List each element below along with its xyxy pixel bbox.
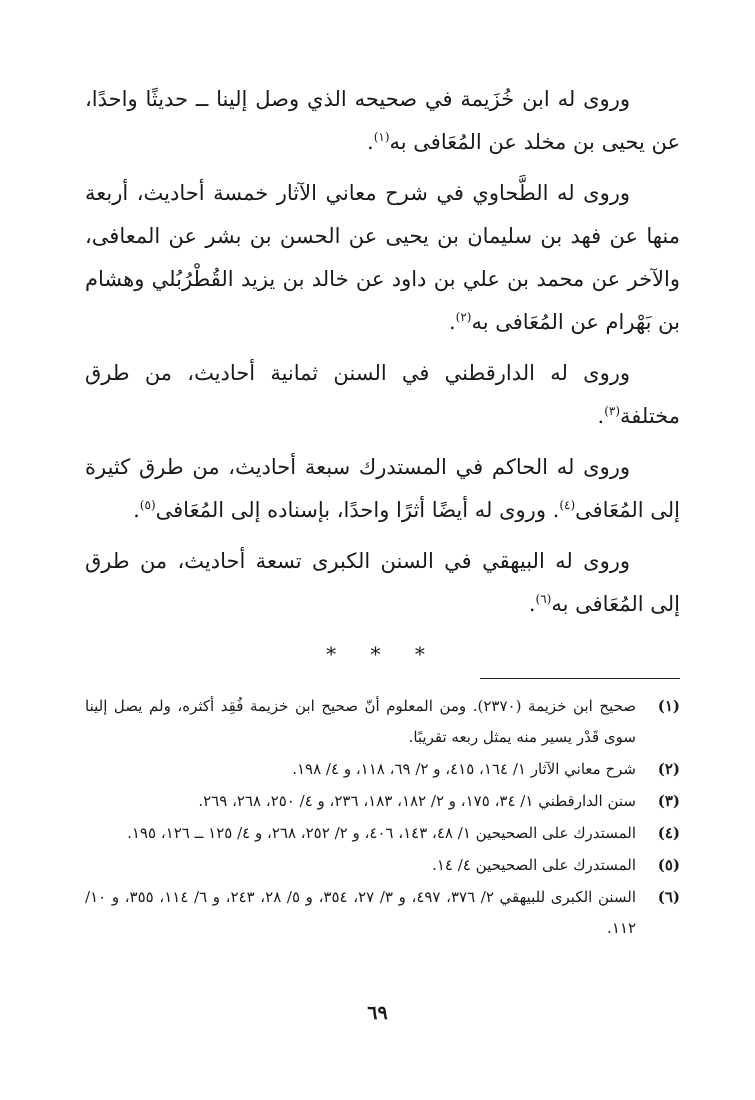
footnotes-list xyxy=(85,691,680,944)
paragraph-text: وروى له الدارقطني في السنن ثمانية أحاديث، من طرق مختلفة xyxy=(85,361,680,428)
footnote-ref[interactable]: (٤) xyxy=(559,498,576,512)
footnote-number: (٤) xyxy=(657,824,680,842)
paragraph-end: . xyxy=(528,592,536,616)
paragraph-end: . xyxy=(367,130,374,154)
paragraph-text: وروى له الطَّحاوي في شرح معاني الآثار خمسة أحاديث، أربعة منها عن فهد بن سليمان بن يحيى عن الحسن بن بشر عن المعافى، والآخر عن محمد بن علي بن داود عن خالد بن يزيد القُطْرُبُلي وهشام بن بَهْرام عن المُعَافى به xyxy=(85,181,680,334)
page-number: ٦٩ xyxy=(367,1002,388,1024)
paragraph-bayhaqi xyxy=(85,540,680,626)
paragraph-continuation: . وروى له أيضًا أثرًا واحدًا، بإسناده إلى المُعَافى xyxy=(155,498,560,522)
footnote-number: (٢) xyxy=(657,760,680,778)
footnote-number: (١) xyxy=(657,697,680,715)
footnote-divider xyxy=(480,678,680,679)
paragraph-end: . xyxy=(597,404,605,428)
footnote-ref[interactable]: (٦) xyxy=(535,592,552,606)
footnote-ref[interactable]: (٢) xyxy=(455,310,472,324)
footnote-item xyxy=(85,786,680,817)
footnote-number: (٣) xyxy=(657,792,680,810)
footnote-text: المستدرك على الصحيحين ٤/ ١٤. xyxy=(432,856,636,874)
footnote-ref[interactable]: (٥) xyxy=(139,498,156,512)
footnote-number: (٥) xyxy=(657,856,680,874)
paragraph-daraqutni xyxy=(85,352,680,438)
page-body xyxy=(85,78,680,945)
paragraph-ibn-khuzaymah xyxy=(85,78,680,164)
footnote-text: السنن الكبرى للبيهقي ٢/ ٣٧٦، ٤٩٧، و ٣/ ٢٧، ٣٥٤، و ٥/ ٢٨، ٢٤٣، و ٦/ ١١٤، ٣٥٥، و ١٠/ ١١٢. xyxy=(85,888,637,937)
paragraph-tahawi xyxy=(85,172,680,344)
paragraph-text: وروى له ابن خُزَيمة في صحيحه الذي وصل إلينا ــ حديثًا واحدًا، عن يحيى بن مخلد عن المُعَافى به xyxy=(85,87,680,154)
footnote-text: سنن الدارقطني ١/ ٣٤، ١٧٥، و ٢/ ١٨٢، ١٨٣، ٢٣٦، و ٤/ ٢٥٠، ٢٦٨، ٢٦٩. xyxy=(198,792,636,810)
footnote-item xyxy=(85,818,680,849)
footnote-number: (٦) xyxy=(657,888,680,906)
paragraph-end: . xyxy=(133,498,140,522)
paragraph-hakim xyxy=(85,446,680,532)
footnote-item xyxy=(85,691,680,753)
paragraph-text: وروى له البيهقي في السنن الكبرى تسعة أحاديث، من طرق إلى المُعَافى به xyxy=(85,549,680,616)
paragraph-end: . xyxy=(448,310,456,334)
footnote-item xyxy=(85,754,680,785)
paragraph-text: وروى له الحاكم في المستدرك سبعة أحاديث، من طرق كثيرة إلى المُعَافى xyxy=(85,455,680,522)
section-separator: * * * xyxy=(326,642,439,666)
footnote-text: شرح معاني الآثار ١/ ١٦٤، ٤١٥، و ٢/ ٦٩، ١١٨، و ٤/ ١٩٨. xyxy=(292,760,636,778)
footnote-text: المستدرك على الصحيحين ١/ ٤٨، ١٤٣، ٤٠٦، و ٢/ ٢٥٢، ٢٦٨، و ٤/ ١٢٥ ــ ١٢٦، ١٩٥. xyxy=(127,824,636,842)
footnote-ref[interactable]: (٣) xyxy=(604,404,621,418)
footnote-text: صحيح ابن خزيمة (٢٣٧٠). ومن المعلوم أنّ صحيح ابن خزيمة فُقِد أكثره، ولم يصل إلينا سوى قَدْر يسير منه يمثل ربعه تقريبًا. xyxy=(85,697,636,746)
footnote-ref[interactable]: (١) xyxy=(373,130,390,144)
footnote-item xyxy=(85,882,680,944)
footnote-item xyxy=(85,850,680,881)
